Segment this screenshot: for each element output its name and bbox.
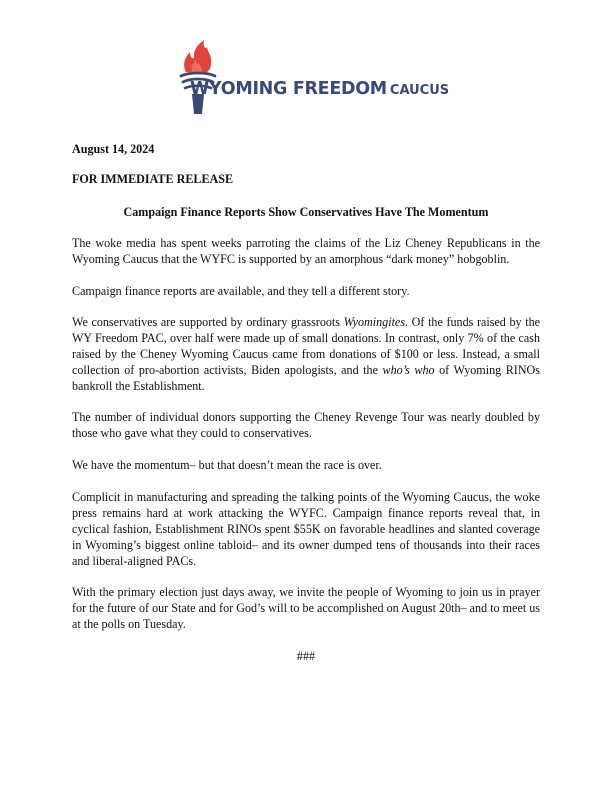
- release-date: August 14, 2024: [72, 142, 155, 156]
- body-paragraph-5: We have the momentum– but that doesn’t mean the race is over.: [72, 458, 382, 472]
- release-label: FOR IMMEDIATE RELEASE: [72, 172, 234, 186]
- p3-text-e: of Wyoming RINOs bankroll the Establishment.: [72, 363, 540, 393]
- body-paragraph-7: With the primary election just days away, we invite the people of Wyoming to join us in prayer for the future of our State and for God’s will to be accomplished on August 20th– and to meet us at the polls on Tuesday.: [72, 585, 540, 631]
- logo-wordmark: [190, 79, 449, 99]
- wyfc-logo: [176, 38, 450, 116]
- body-paragraph-1: The woke media has spent weeks parroting the claims of the Liz Cheney Republicans in the Wyoming Caucus that the WYFC is supported by an amorphous “dark money” hobgoblin.: [72, 236, 540, 266]
- torch-flame-icon: [176, 38, 220, 116]
- body-paragraph-4: The number of individual donors supporting the Cheney Revenge Tour was nearly doubled by those who gave what they could to conservatives.: [72, 410, 540, 440]
- p3-emphasis-whos-who: who’s who: [382, 363, 435, 377]
- p3-text-c: . Of the funds raised by the WY Freedom PAC, over half were made up of small donations. In contrast, only 7% of the cash raised by the Cheney Wyoming Caucus came from donations of $100 or less. Instead, a small collection of pro-abortion activists, Biden apologists, and the: [72, 315, 540, 377]
- body-paragraph-3: [72, 314, 540, 394]
- logo-brand-sub: CAUCUS: [389, 83, 450, 98]
- p3-emphasis-wyomingites: Wyomingites: [343, 315, 406, 329]
- body-paragraph-2: Campaign finance reports are available, and they tell a different story.: [72, 284, 410, 298]
- body-paragraph-6: Complicit in manufacturing and spreading the talking points of the Wyoming Caucus, the woke press remains hard at work attacking the WYFC. Campaign finance reports reveal that, in cyclical fashion, Establishment RINOs spent $55K on favorable headlines and slanted coverage in Wyoming’s biggest online tabloid– and its owner dumped tens of thousands into their races and liberal-aligned PACs.: [72, 490, 540, 568]
- p3-text-a: We conservatives are supported by ordinary grassroots: [72, 315, 344, 329]
- end-mark: ###: [296, 649, 316, 663]
- release-headline: Campaign Finance Reports Show Conservatives Have The Momentum: [123, 205, 489, 219]
- logo-brand-main: WYOMING FREEDOM: [190, 79, 387, 99]
